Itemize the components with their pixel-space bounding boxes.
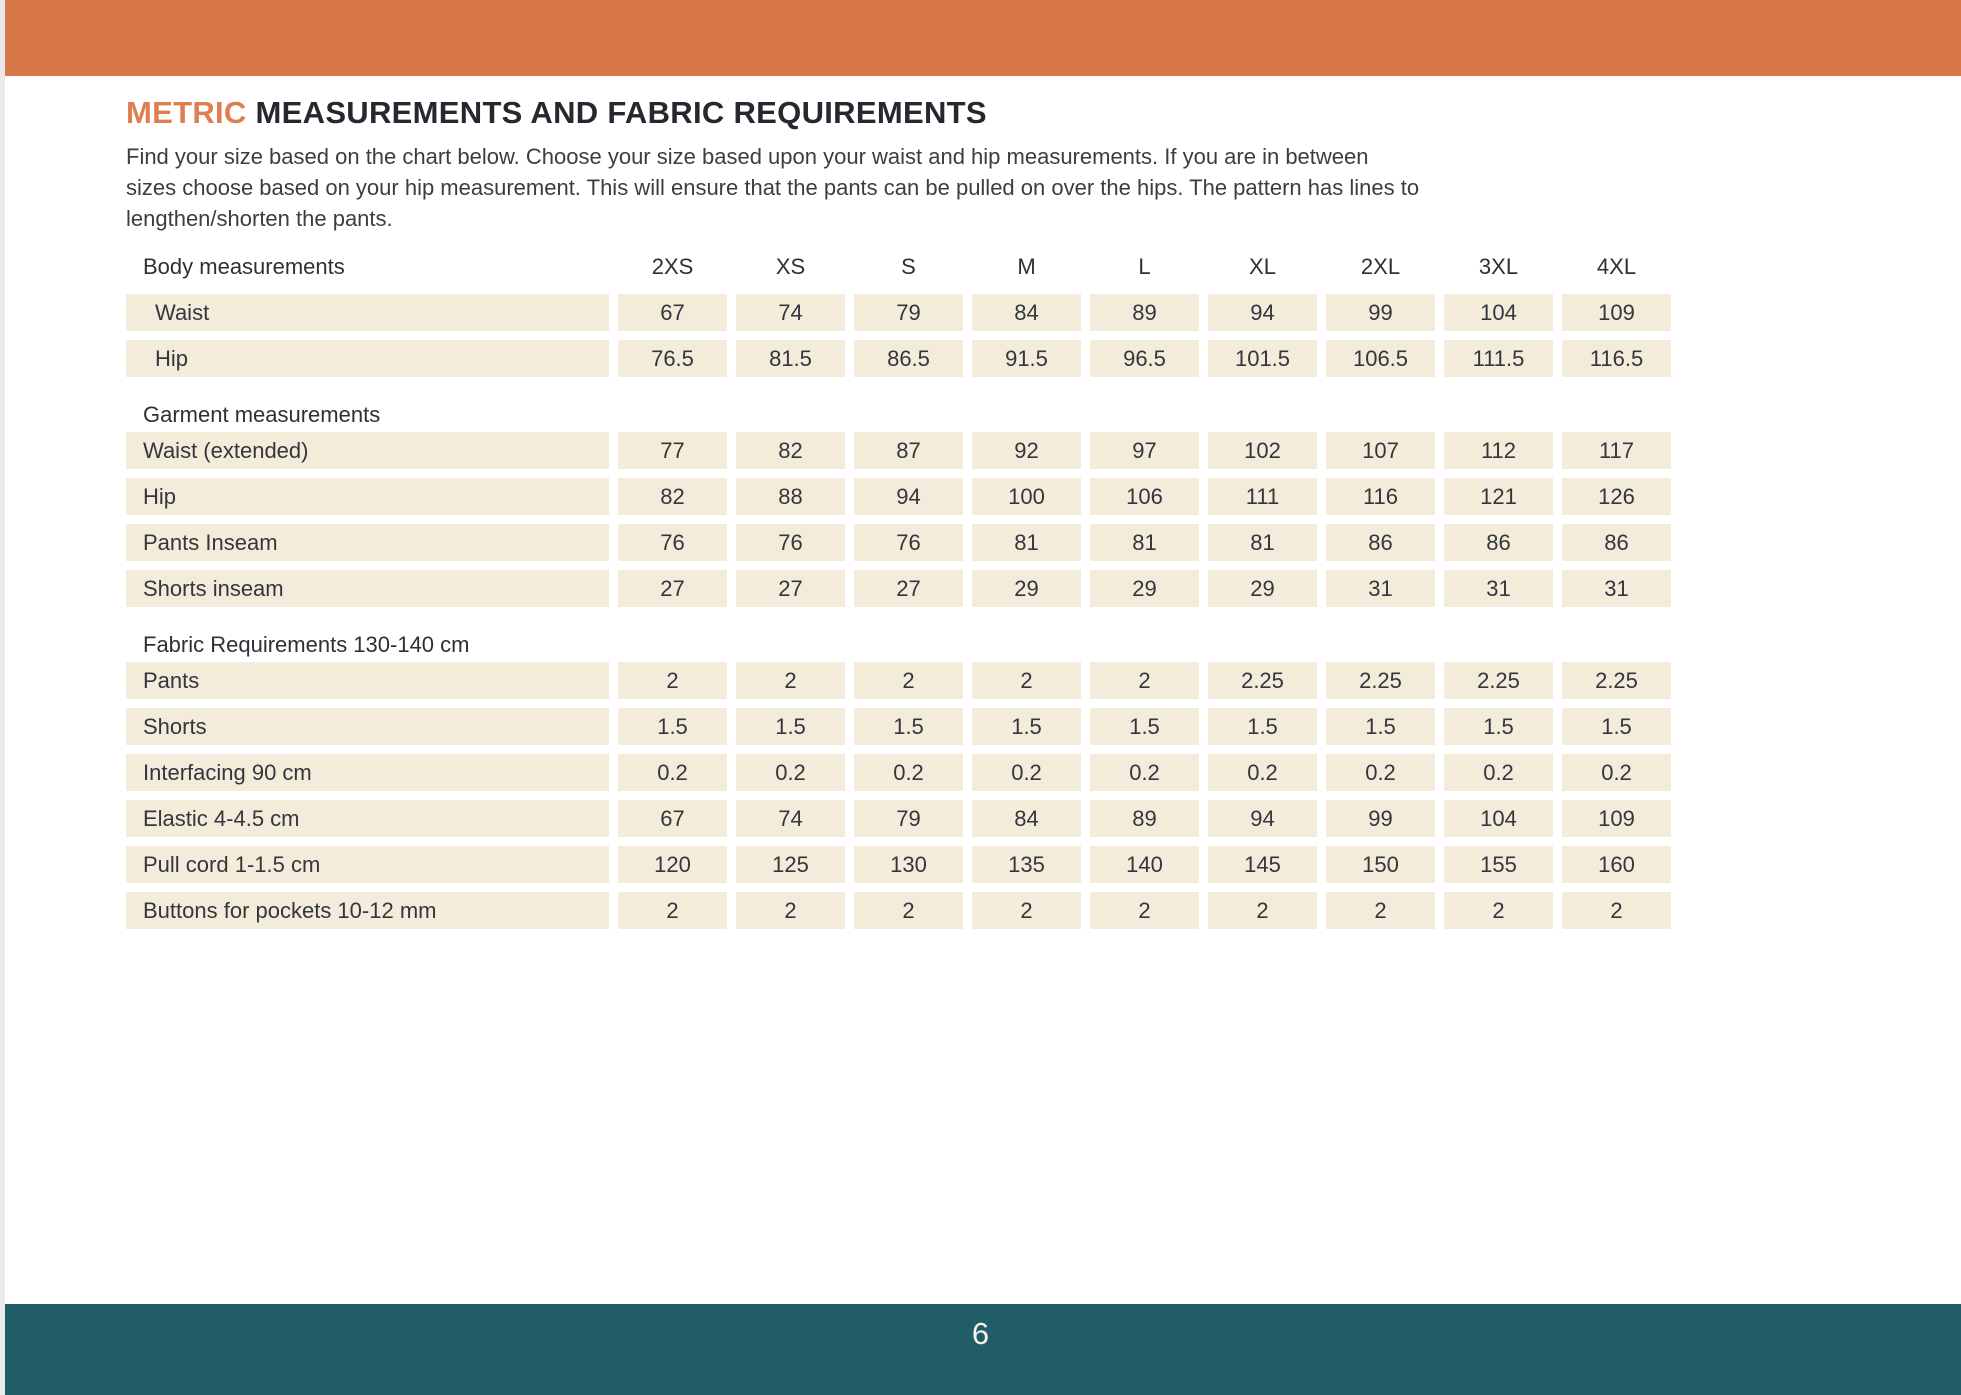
value-cell: 2 (618, 892, 727, 929)
value-cell: 84 (972, 294, 1081, 331)
row-label: Hip (126, 340, 609, 377)
value-cell: 117 (1562, 432, 1671, 469)
row-label: Waist (extended) (126, 432, 609, 469)
value-cell: 2 (1208, 892, 1317, 929)
page-edge (0, 0, 5, 1395)
section-heading: Garment measurements (143, 402, 381, 427)
value-cell: 2 (1326, 892, 1435, 929)
value-cell: 107 (1326, 432, 1435, 469)
value-cell: 76 (854, 524, 963, 561)
value-cell: 0.2 (736, 754, 845, 791)
table-row (126, 754, 1676, 791)
value-cell: 100 (972, 478, 1081, 515)
value-cell: 150 (1326, 846, 1435, 883)
value-cell: 99 (1326, 800, 1435, 837)
value-cell: 67 (618, 800, 727, 837)
value-cell: 145 (1208, 846, 1317, 883)
value-cell: 121 (1444, 478, 1553, 515)
value-cell: 155 (1444, 846, 1553, 883)
row-label: Hip (126, 478, 609, 515)
table-row (126, 524, 1676, 561)
value-cell: 89 (1090, 294, 1199, 331)
value-cell: 111.5 (1444, 340, 1553, 377)
value-cell: 99 (1326, 294, 1435, 331)
table-row (126, 432, 1676, 469)
value-cell: 135 (972, 846, 1081, 883)
row-label: Interfacing 90 cm (126, 754, 609, 791)
size-table (126, 248, 1676, 929)
table-row (126, 892, 1676, 929)
value-cell: 67 (618, 294, 727, 331)
value-cell: 109 (1562, 294, 1671, 331)
value-cell: 0.2 (1562, 754, 1671, 791)
page-title-rest: MEASUREMENTS AND FABRIC REQUIREMENTS (255, 95, 987, 130)
value-cell: 79 (854, 294, 963, 331)
value-cell: 2 (618, 662, 727, 699)
value-cell: 27 (736, 570, 845, 607)
value-cell: 2 (1090, 662, 1199, 699)
value-cell: 1.5 (1326, 708, 1435, 745)
value-cell: 86 (1326, 524, 1435, 561)
size-column-header: 3XL (1478, 253, 1519, 279)
row-label: Shorts (126, 708, 609, 745)
value-cell: 2.25 (1208, 662, 1317, 699)
value-cell: 29 (1208, 570, 1317, 607)
value-cell: 2 (736, 892, 845, 929)
row-label: Elastic 4-4.5 cm (126, 800, 609, 837)
value-cell: 116 (1326, 478, 1435, 515)
value-cell: 0.2 (1090, 754, 1199, 791)
row-label: Pants Inseam (126, 524, 609, 561)
value-cell: 160 (1562, 846, 1671, 883)
value-cell: 1.5 (1562, 708, 1671, 745)
value-cell: 2.25 (1444, 662, 1553, 699)
value-cell: 106 (1090, 478, 1199, 515)
value-cell: 1.5 (736, 708, 845, 745)
table-row (126, 294, 1676, 331)
value-cell: 88 (736, 478, 845, 515)
table-row (126, 570, 1676, 607)
value-cell: 76 (736, 524, 845, 561)
row-label: Waist (126, 294, 609, 331)
value-cell: 31 (1444, 570, 1553, 607)
value-cell: 94 (854, 478, 963, 515)
value-cell: 29 (1090, 570, 1199, 607)
value-cell: 27 (618, 570, 727, 607)
value-cell: 0.2 (618, 754, 727, 791)
section-heading: Fabric Requirements 130-140 cm (143, 632, 470, 657)
page-title-highlight: METRIC (126, 95, 247, 130)
value-cell: 74 (736, 294, 845, 331)
value-cell: 109 (1562, 800, 1671, 837)
table-row (126, 800, 1676, 837)
size-column-header: 4XL (1596, 253, 1637, 279)
value-cell: 81 (972, 524, 1081, 561)
top-accent-bar (0, 0, 1961, 76)
value-cell: 126 (1562, 478, 1671, 515)
value-cell: 104 (1444, 294, 1553, 331)
row-label: Buttons for pockets 10-12 mm (126, 892, 609, 929)
value-cell: 92 (972, 432, 1081, 469)
value-cell: 31 (1562, 570, 1671, 607)
table-row (126, 478, 1676, 515)
value-cell: 29 (972, 570, 1081, 607)
value-cell: 102 (1208, 432, 1317, 469)
value-cell: 79 (854, 800, 963, 837)
intro-line: lengthen/shorten the pants. (126, 206, 393, 231)
value-cell: 94 (1208, 800, 1317, 837)
value-cell: 2 (1562, 892, 1671, 929)
value-cell: 1.5 (1208, 708, 1317, 745)
table-row (126, 708, 1676, 745)
value-cell: 91.5 (972, 340, 1081, 377)
size-column-header: S (901, 253, 916, 279)
value-cell: 0.2 (1326, 754, 1435, 791)
value-cell: 106.5 (1326, 340, 1435, 377)
intro-line: sizes choose based on your hip measurement. This will ensure that the pants can be pulled on over the hips. The pattern has lines to (126, 175, 1420, 200)
value-cell: 2 (854, 892, 963, 929)
value-cell: 130 (854, 846, 963, 883)
value-cell: 31 (1326, 570, 1435, 607)
row-label: Pull cord 1-1.5 cm (126, 846, 609, 883)
size-column-header: 2XS (651, 253, 694, 279)
value-cell: 2 (1090, 892, 1199, 929)
value-cell: 2 (1444, 892, 1553, 929)
value-cell: 81.5 (736, 340, 845, 377)
value-cell: 81 (1208, 524, 1317, 561)
value-cell: 89 (1090, 800, 1199, 837)
value-cell: 1.5 (854, 708, 963, 745)
value-cell: 27 (854, 570, 963, 607)
size-column-header: XL (1249, 253, 1276, 279)
value-cell: 81 (1090, 524, 1199, 561)
value-cell: 86.5 (854, 340, 963, 377)
page-content (126, 94, 1676, 938)
value-cell: 76 (618, 524, 727, 561)
table-row (126, 662, 1676, 699)
value-cell: 0.2 (1444, 754, 1553, 791)
value-cell: 2 (854, 662, 963, 699)
bottom-accent-bar (0, 1304, 1961, 1395)
value-cell: 86 (1562, 524, 1671, 561)
value-cell: 1.5 (1090, 708, 1199, 745)
value-cell: 125 (736, 846, 845, 883)
size-column-header: 2XL (1360, 253, 1401, 279)
value-cell: 111 (1208, 478, 1317, 515)
page-title (126, 94, 1676, 131)
value-cell: 116.5 (1562, 340, 1671, 377)
row-label: Pants (126, 662, 609, 699)
value-cell: 97 (1090, 432, 1199, 469)
value-cell: 84 (972, 800, 1081, 837)
value-cell: 0.2 (854, 754, 963, 791)
value-cell: 77 (618, 432, 727, 469)
value-cell: 82 (618, 478, 727, 515)
intro-paragraph (126, 141, 1676, 234)
value-cell: 96.5 (1090, 340, 1199, 377)
value-cell: 94 (1208, 294, 1317, 331)
table-row (126, 340, 1676, 377)
value-cell: 2 (972, 662, 1081, 699)
value-cell: 112 (1444, 432, 1553, 469)
value-cell: 1.5 (972, 708, 1081, 745)
table-row (126, 846, 1676, 883)
value-cell: 1.5 (1444, 708, 1553, 745)
value-cell: 140 (1090, 846, 1199, 883)
size-column-header: XS (775, 253, 806, 279)
intro-line: Find your size based on the chart below. Choose your size based upon your waist and hip measurements. If you are in between (126, 144, 1369, 169)
value-cell: 2 (736, 662, 845, 699)
value-cell: 2.25 (1562, 662, 1671, 699)
table-header-row (126, 248, 1676, 285)
value-cell: 76.5 (618, 340, 727, 377)
value-cell: 2.25 (1326, 662, 1435, 699)
value-cell: 0.2 (1208, 754, 1317, 791)
page-number: 6 (971, 1316, 990, 1351)
value-cell: 0.2 (972, 754, 1081, 791)
value-cell: 87 (854, 432, 963, 469)
value-cell: 104 (1444, 800, 1553, 837)
value-cell: 82 (736, 432, 845, 469)
value-cell: 2 (972, 892, 1081, 929)
value-cell: 1.5 (618, 708, 727, 745)
column-header-label: Body measurements (143, 253, 345, 279)
value-cell: 101.5 (1208, 340, 1317, 377)
value-cell: 120 (618, 846, 727, 883)
size-column-header: M (1017, 253, 1036, 279)
size-column-header: L (1138, 253, 1151, 279)
value-cell: 74 (736, 800, 845, 837)
row-label: Shorts inseam (126, 570, 609, 607)
value-cell: 86 (1444, 524, 1553, 561)
